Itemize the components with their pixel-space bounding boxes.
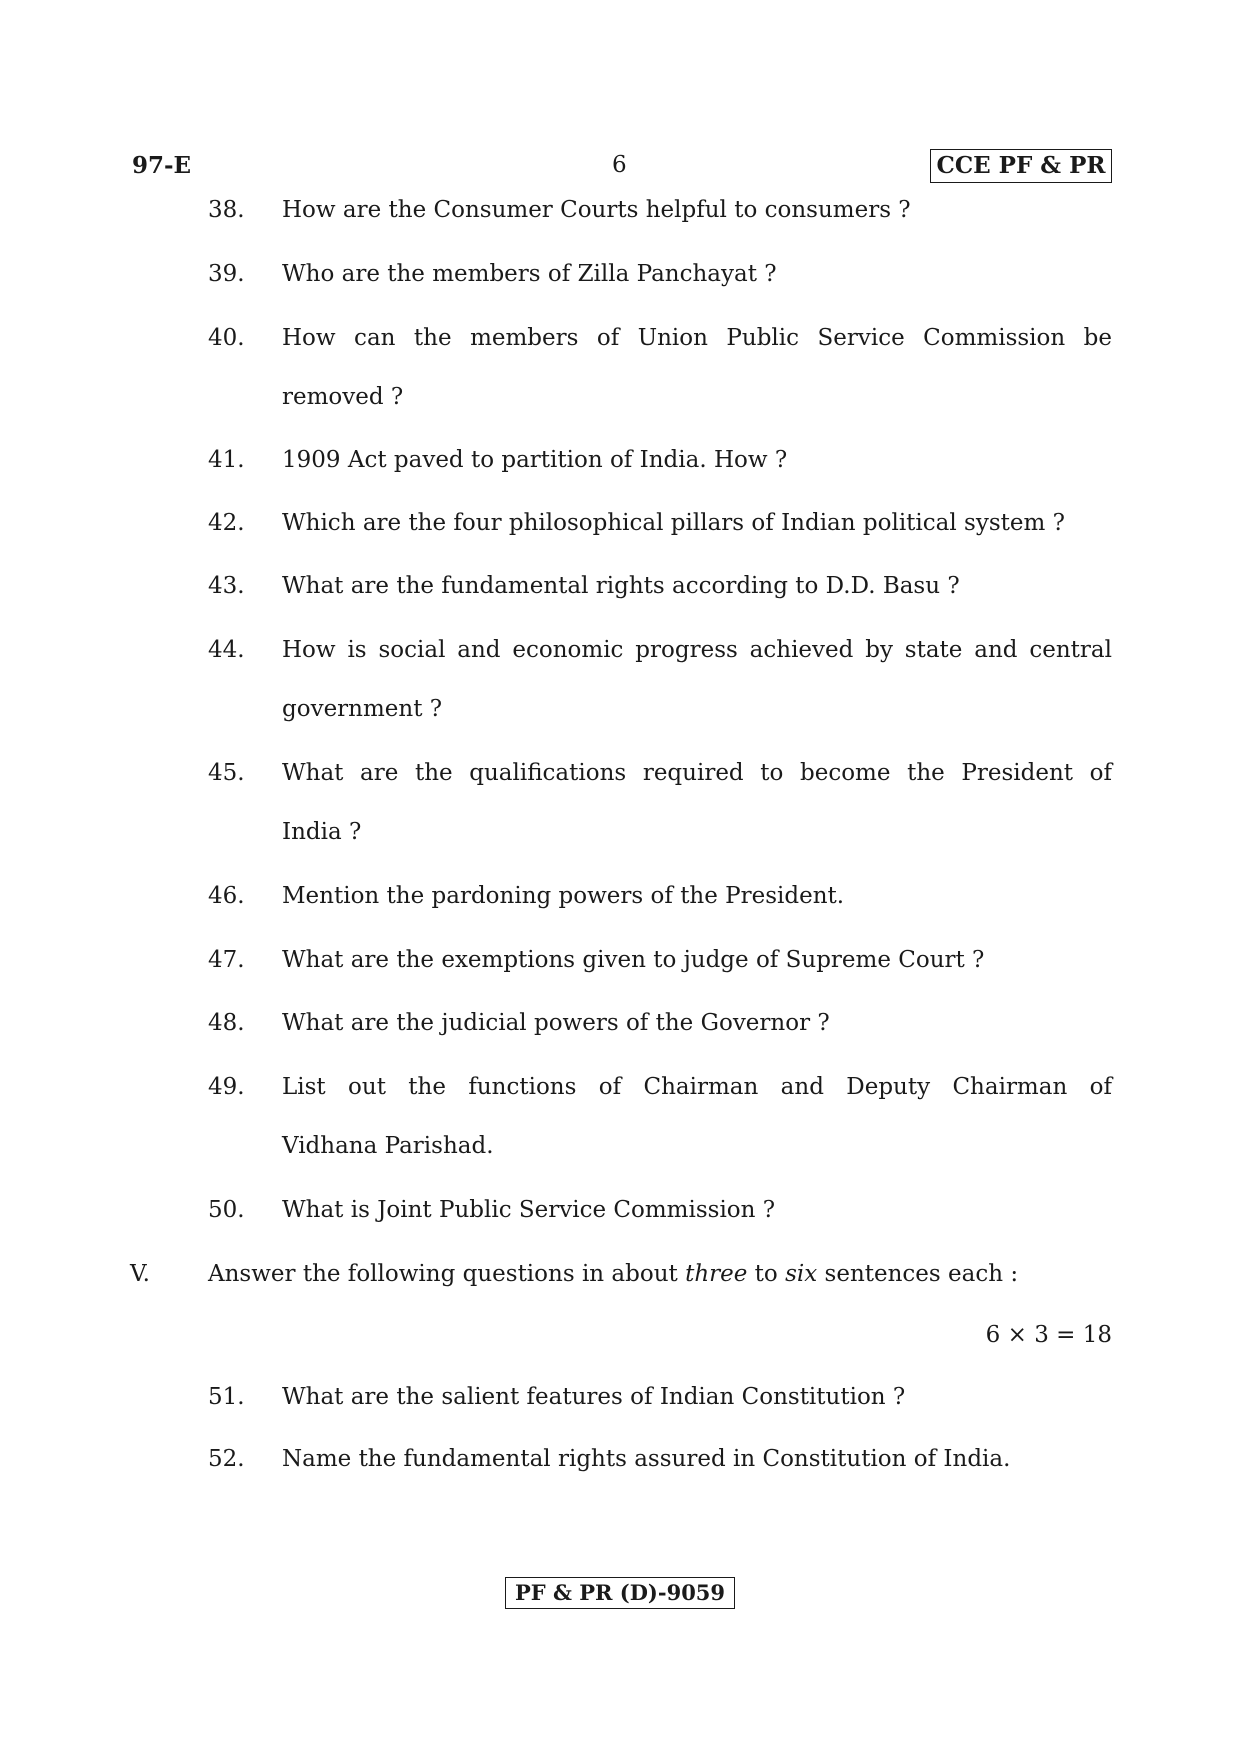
instruction-text: Answer the following questions in about [208,1261,686,1287]
section-marks: 6 × 3 = 18 [985,1322,1112,1348]
question-text-continued: India ? [282,819,362,845]
footer-code-box: PF & PR (D)-9059 [505,1577,735,1609]
instruction-emphasis: six [785,1261,818,1287]
question-number: 38. [208,197,245,223]
question-number: 42. [208,510,245,536]
question-text: What are the judicial powers of the Governor ? [282,1010,830,1036]
question-number: 47. [208,947,245,973]
question-number: 49. [208,1074,245,1100]
question-text: Mention the pardoning powers of the President. [282,883,845,909]
question-text: Which are the four philosophical pillars of Indian political system ? [282,510,1065,536]
question-text: What are the salient features of Indian Constitution ? [282,1384,906,1410]
question-text: Who are the members of Zilla Panchayat ? [282,261,777,287]
question-number: 46. [208,883,245,909]
question-text: How are the Consumer Courts helpful to consumers ? [282,197,911,223]
question-number: 39. [208,261,245,287]
question-text: How can the members of Union Public Service Commission be [282,325,1112,351]
question-text: What is Joint Public Service Commission ? [282,1197,776,1223]
instruction-text: to [747,1261,786,1287]
course-code-box: CCE PF & PR [930,149,1112,183]
section-instruction [208,1245,1112,1303]
question-number: 51. [208,1384,245,1410]
question-number: 52. [208,1446,245,1472]
question-number: 40. [208,325,245,351]
question-text-continued: government ? [282,696,443,722]
paper-code: 97-E [132,152,192,179]
question-text: What are the qualifications required to become the President of [282,760,1112,786]
question-number: 45. [208,760,245,786]
question-text: 1909 Act paved to partition of India. How ? [282,447,788,473]
question-text: Name the fundamental rights assured in Constitution of India. [282,1446,1011,1472]
question-number: 43. [208,573,245,599]
question-number: 48. [208,1010,245,1036]
section-numeral: V. [130,1261,150,1287]
question-text: How is social and economic progress achieved by state and central [282,637,1112,663]
question-text: What are the exemptions given to judge of Supreme Court ? [282,947,985,973]
question-number: 44. [208,637,245,663]
question-number: 50. [208,1197,245,1223]
question-number: 41. [208,447,245,473]
question-text: List out the functions of Chairman and Deputy Chairman of [282,1074,1112,1100]
question-text-continued: removed ? [282,384,404,410]
instruction-emphasis: three [685,1261,748,1287]
question-text: What are the fundamental rights according to D.D. Basu ? [282,573,960,599]
question-text-continued: Vidhana Parishad. [282,1133,494,1159]
instruction-text: sentences each : [817,1261,1019,1287]
page-number: 6 [612,152,627,178]
